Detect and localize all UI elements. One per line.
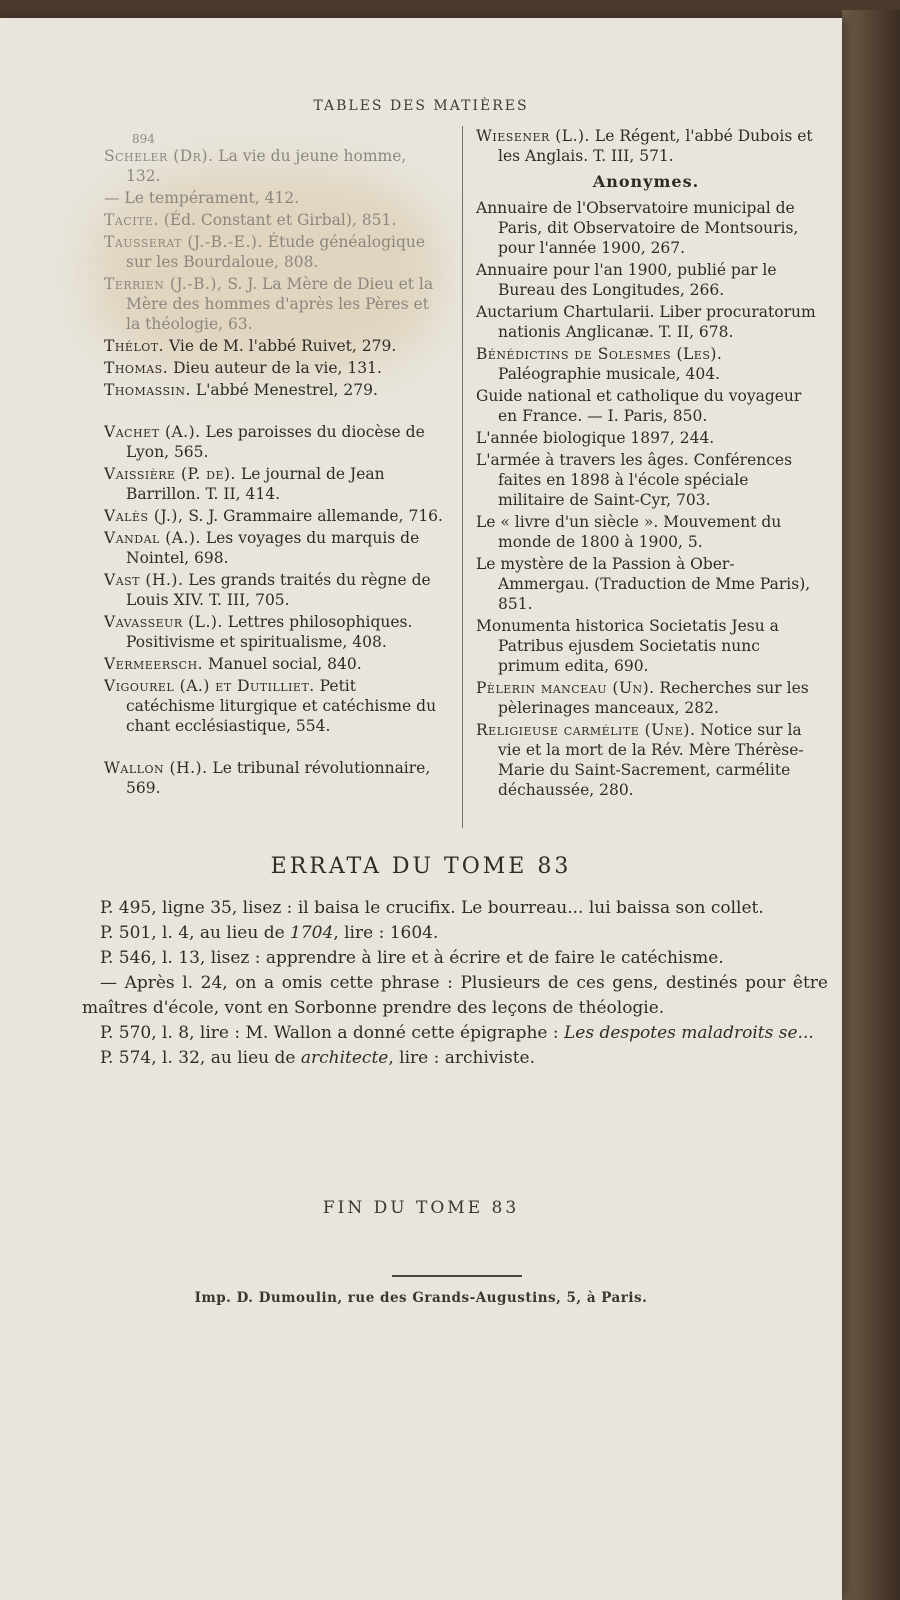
index-entry — [476, 198, 816, 258]
errata-item: P. 546, l. 13, lisez : apprendre à lire et à écrire et de faire le catéchisme. — [100, 948, 724, 968]
entry-text: Les paroisses du diocèse de Lyon, 565. — [126, 423, 425, 461]
entry-text: Lettres philosophiques. Positivisme et spiritualisme, 408. — [126, 613, 413, 651]
entry-text: Manuel social, 840. — [208, 655, 362, 673]
index-entry — [476, 720, 816, 800]
book-page — [0, 18, 842, 1600]
index-entry — [104, 528, 444, 568]
index-entry — [476, 512, 816, 552]
index-entry — [104, 506, 444, 526]
index-entry — [476, 428, 816, 448]
entry-text: L'année biologique 1897, 244. — [476, 429, 715, 447]
entry-text: Petit catéchisme liturgique et catéchisme du chant ecclésiastique, 554. — [126, 677, 437, 735]
divider-rule — [392, 1275, 522, 1277]
printer-imprint: Imp. D. Dumoulin, rue des Grands-Augustins, 5, à Paris. — [194, 1290, 648, 1306]
errata-post: , lire : 1604. — [333, 923, 439, 943]
entry-text: Les voyages du marquis de Nointel, 698. — [126, 529, 420, 567]
entry-text: Le mystère de la Passion à Ober-Ammergau. (Traduction de Mme Paris), 851. — [476, 555, 811, 613]
index-entry — [104, 758, 444, 798]
index-entry — [476, 616, 816, 676]
running-header: TABLES DES MATIÈRES — [313, 98, 529, 114]
entry-text: — Le tempérament, 412. — [104, 189, 300, 207]
entry-author: Vast (H.). — [104, 571, 184, 589]
entry-text: Le journal de Jean Barrillon. T. II, 414. — [126, 465, 385, 503]
entry-gap — [104, 402, 444, 422]
index-entry — [104, 380, 444, 400]
entry-author: Pèlerin manceau (Un). — [476, 679, 655, 697]
entry-author: Scheler (Dr). — [104, 147, 214, 165]
index-entry — [104, 336, 444, 356]
entry-text: Le « livre d'un siècle ». Mouvement du monde de 1800 à 1900, 5. — [476, 513, 782, 551]
errata-pre: P. 574, l. 32, au lieu de — [100, 1048, 301, 1068]
entry-author: Tacite. — [104, 211, 159, 229]
entry-text: Dieu auteur de la vie, 131. — [173, 359, 382, 377]
index-entry — [104, 188, 444, 208]
index-entry — [104, 422, 444, 462]
end-of-volume: FIN DU TOME 83 — [322, 1198, 520, 1218]
entry-author: Thomassin. — [104, 381, 191, 399]
index-entry — [104, 570, 444, 610]
index-entry — [476, 302, 816, 342]
index-entry — [104, 232, 444, 272]
errata-title: ERRATA DU TOME 83 — [270, 854, 572, 879]
index-entry — [476, 386, 816, 426]
errata-post: , lire : archiviste. — [388, 1048, 535, 1068]
entry-author: Vaissière (P. de). — [104, 465, 236, 483]
entry-author: Wiesener (L.). — [476, 127, 590, 145]
index-entry — [476, 450, 816, 510]
index-entry — [476, 260, 816, 300]
index-entry — [104, 274, 444, 334]
entry-text: Paléographie musicale, 404. — [498, 365, 720, 383]
entry-text: Notice sur la vie et la mort de la Rév. Mère Thérèse-Marie du Saint-Sacrement, carmélite déchaussée, 280. — [498, 721, 804, 799]
errata-item: — Après l. 24, on a omis cette phrase : Plusieurs de ces gens, destinés pour être maîtres d'école, vont en Sorbonne prendre des leçons de théologie. — [82, 973, 828, 1018]
index-entry — [104, 146, 444, 186]
entry-author: Vigourel (A.) et Dutilliet. — [104, 677, 315, 695]
entry-text: Le Régent, l'abbé Dubois et les Anglais. T. III, 571. — [498, 127, 813, 165]
anonymes-heading: Anonymes. — [592, 172, 700, 191]
errata-pre: P. 570, l. 8, lire : M. Wallon a donné cette épigraphe : — [100, 1023, 565, 1043]
entry-author: Thélot. — [104, 337, 165, 355]
index-entry — [476, 126, 816, 166]
index-entry — [104, 210, 444, 230]
entry-text: Vie de M. l'abbé Ruivet, 279. — [169, 337, 397, 355]
entry-text: La vie du jeune homme, 132. — [126, 147, 407, 185]
entry-text: L'armée à travers les âges. Conférences faites en 1898 à l'école spéciale militaire de Saint-Cyr, 703. — [476, 451, 793, 509]
entry-author: Wallon (H.). — [104, 759, 208, 777]
entry-text: Étude généalogique sur les Bourdaloue, 808. — [126, 233, 426, 271]
entry-text: (Éd. Constant et Girbal), 851. — [163, 211, 397, 229]
page-edge — [842, 10, 900, 1600]
right-column — [476, 126, 816, 802]
errata-ital: Les despotes maladroits se... — [564, 1023, 814, 1043]
errata-item: P. 495, ligne 35, lisez : il baisa le crucifix. Le bourreau... lui baissa son collet. — [100, 898, 764, 918]
entry-author: Valès (J.), — [104, 507, 184, 525]
index-entry — [104, 654, 444, 674]
entry-author: Terrien (J.-B.), — [104, 275, 223, 293]
errata-item — [82, 921, 828, 946]
index-entry — [104, 676, 444, 736]
entry-text: Annuaire de l'Observatoire municipal de Paris, dit Observatoire de Montsouris, pour l'année 1900, 267. — [476, 199, 799, 257]
entry-text: Monumenta historica Societatis Jesu a Patribus ejusdem Societatis nunc primum edita, 690. — [476, 617, 779, 675]
entry-author: Vachet (A.). — [104, 423, 201, 441]
page-number: 894 — [132, 132, 155, 146]
entry-text: S. J. Grammaire allemande, 716. — [188, 507, 443, 525]
errata-pre: P. 501, l. 4, au lieu de — [100, 923, 291, 943]
anonymes-list — [476, 198, 816, 800]
index-entry — [104, 464, 444, 504]
entry-author: Bénédictins de Solesmes (Les). — [476, 345, 723, 363]
errata-ital: architecte — [300, 1048, 389, 1068]
index-entry — [476, 344, 816, 384]
entry-gap — [104, 738, 444, 758]
entry-text: L'abbé Menestrel, 279. — [195, 381, 378, 399]
entry-author: Tausserat (J.-B.-E.). — [104, 233, 263, 251]
index-entry — [476, 678, 816, 718]
entry-author: Religieuse carmélite (Une). — [476, 721, 696, 739]
entry-text: Annuaire pour l'an 1900, publié par le Bureau des Longitudes, 266. — [476, 261, 777, 299]
index-entry — [104, 358, 444, 378]
entry-author: Vermeersch. — [104, 655, 204, 673]
left-column — [104, 146, 444, 800]
column-divider — [462, 126, 463, 828]
entry-text: Guide national et catholique du voyageur en France. — I. Paris, 850. — [476, 387, 802, 425]
index-entry — [476, 554, 816, 614]
entry-author: Thomas. — [104, 359, 169, 377]
errata-item — [82, 1021, 828, 1046]
entry-text: Les grands traités du règne de Louis XIV. T. III, 705. — [126, 571, 431, 609]
entry-text: Recherches sur les pèlerinages manceaux, 282. — [498, 679, 809, 717]
entry-author: Vandal (A.). — [104, 529, 201, 547]
index-entry — [104, 612, 444, 652]
entry-text: Le tribunal révolutionnaire, 569. — [126, 759, 431, 797]
entry-text: S. J. La Mère de Dieu et la Mère des hommes d'après les Pères et la théologie, 63. — [126, 275, 434, 333]
errata-ital: 1704 — [290, 923, 334, 943]
errata-item — [82, 1046, 828, 1071]
errata-list — [82, 896, 828, 1071]
entry-author: Vavasseur (L.). — [104, 613, 223, 631]
entry-text: Auctarium Chartularii. Liber procuratorum nationis Anglicanæ. T. II, 678. — [476, 303, 816, 341]
